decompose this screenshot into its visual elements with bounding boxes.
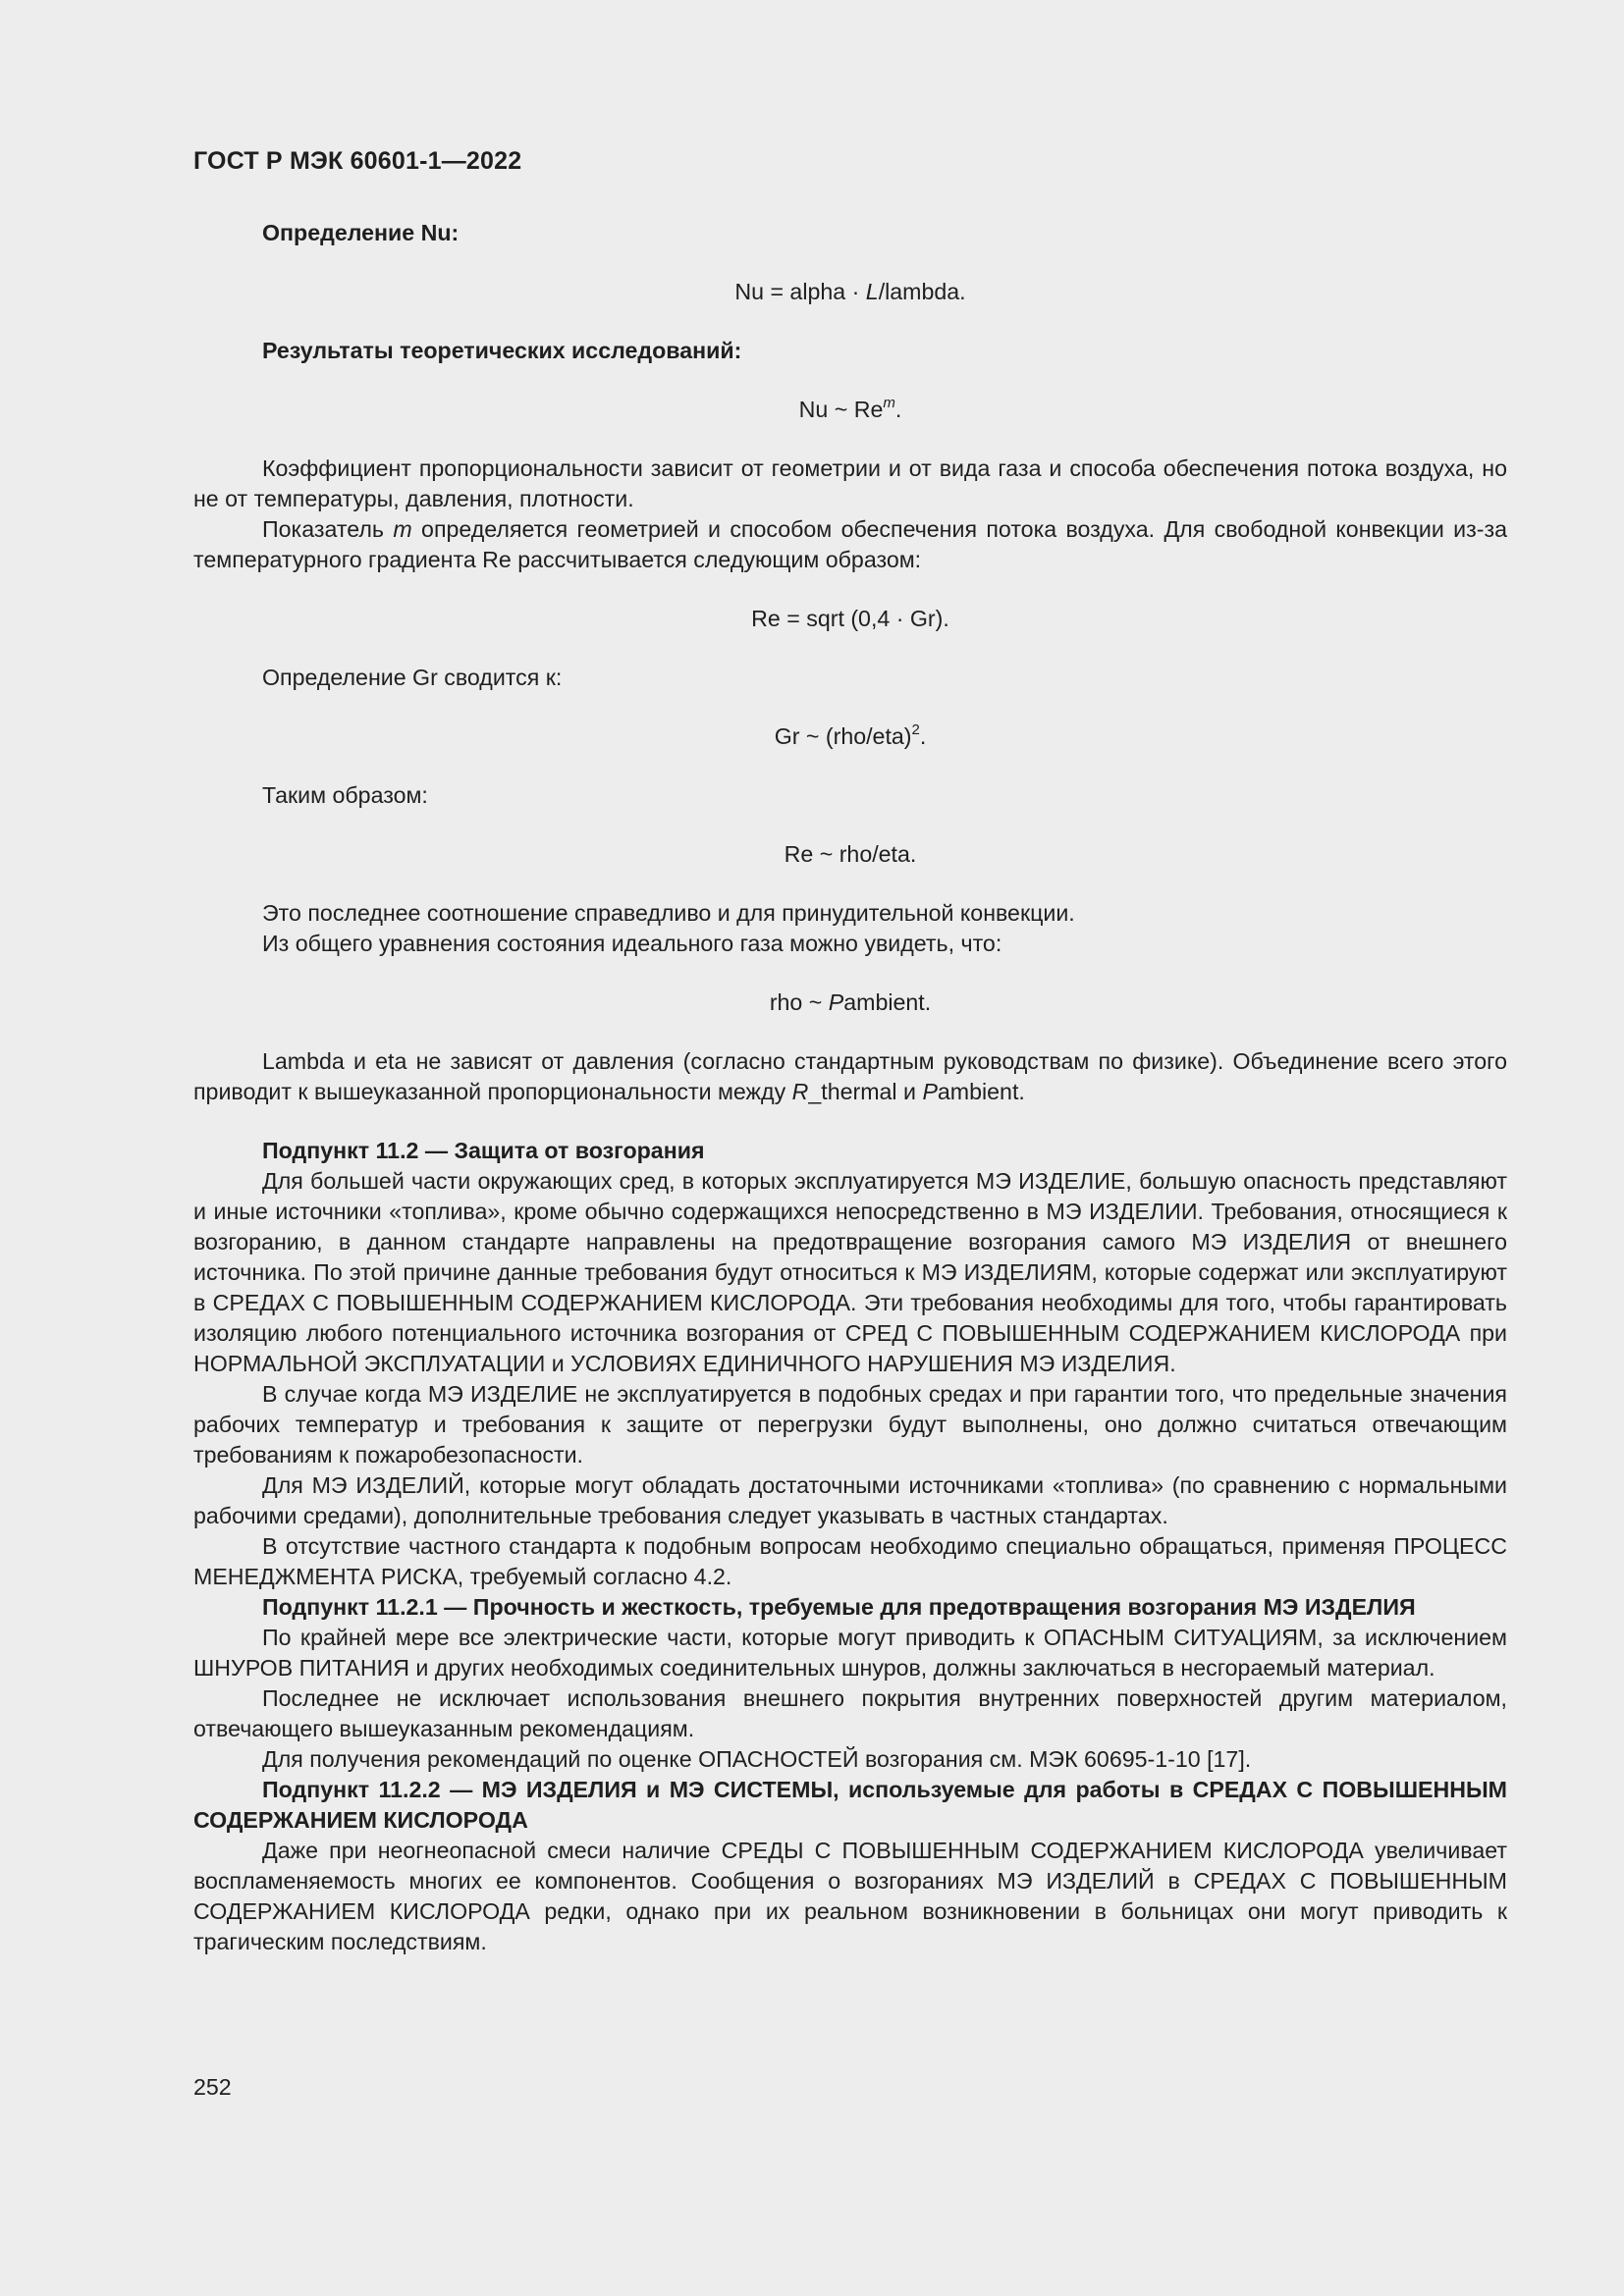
paragraph-forced-convection: Это последнее соотношение справедливо и для принудительной конвекции.: [262, 900, 1075, 926]
section-11-2-paragraph-2: В случае когда МЭ ИЗДЕЛИЕ не эксплуатируется в подобных средах и при гарантии того, что предельные значения рабочих температур и требования к защите от перегрузки будут выполнены, оно должно считаться отвечающим требованиям к пожаробезопасности.: [193, 1381, 1507, 1468]
paragraph-ideal-gas: Из общего уравнения состояния идеального газа можно увидеть, что:: [262, 931, 1002, 956]
gr-definition-label: Определение Gr сводится к:: [262, 665, 563, 690]
nu-definition-label: Определение Nu:: [262, 220, 460, 245]
section-11-2-2-title: Подпункт 11.2.2 — МЭ ИЗДЕЛИЯ и МЭ СИСТЕМЫ, используемые для работы в СРЕДАХ С ПОВЫШЕННЫМ СОДЕРЖАНИЕМ КИСЛОРОДА: [193, 1777, 1507, 1833]
rho-formula: rho ~ Pambient.: [769, 989, 932, 1015]
section-11-2-1-paragraph-2: Последнее не исключает использования внешнего покрытия внутренних поверхностей другим материалом, отвечающего вышеуказанным рекомендациям.: [193, 1685, 1507, 1741]
paragraph-exponent: Показатель m определяется геометрией и способом обеспечения потока воздуха. Для свободной конвекции из-за температурного градиента Re рассчитывается следующим образом:: [193, 516, 1507, 572]
gr-formula: Gr ~ $(rho/eta)^2$.: [774, 721, 927, 749]
section-11-2-paragraph-4: В отсутствие частного стандарта к подобным вопросам необходимо специально обращаться, применяя ПРОЦЕСС МЕНЕДЖМЕНТА РИСКА, требуемый согласно 4.2.: [193, 1533, 1507, 1589]
section-11-2-1-paragraph-3: Для получения рекомендаций по оценке ОПАСНОСТЕЙ возгорания см. МЭК 60695-1-10 [17].: [262, 1746, 1252, 1772]
nu-formula: Nu = alpha · L/lambda.: [734, 279, 966, 304]
section-11-2-paragraph-3: Для МЭ ИЗДЕЛИЙ, которые могут обладать достаточными источниками «топлива» (по сравнению с нормальными рабочими средами), дополнительные требования следует указывать в частных стандартах.: [193, 1472, 1507, 1528]
paragraph-lambda-eta: Lambda и eta не зависят от давления (согласно стандартным руководствам по физике). Объединение всего этого приводит к вышеуказанной пропорциональности между R_thermal и Pambient.: [193, 1048, 1507, 1104]
document-body: [193, 218, 1507, 1957]
theory-results-label: Результаты теоретических исследований:: [262, 338, 742, 363]
section-11-2-1-paragraph-1: По крайней мере все электрические части, которые могут приводить к ОПАСНЫМ СИТУАЦИЯМ, за исключением ШНУРОВ ПИТАНИЯ и других необходимых соединительных шнуров, должны заключаться в несгораемый материал.: [193, 1625, 1507, 1681]
re-rho-formula: Re ~ rho/eta.: [784, 841, 917, 867]
re-formula: Re = sqrt (0,4 · Gr).: [751, 606, 949, 631]
section-11-2-title: Подпункт 11.2 — Защита от возгорания: [262, 1138, 705, 1163]
nu-re-formula: Nu ~ Re$^m$.: [798, 395, 902, 422]
thus-label: Таким образом:: [262, 782, 428, 808]
section-11-2-1-title: Подпункт 11.2.1 — Прочность и жесткость, требуемые для предотвращения возгорания МЭ ИЗДЕЛИЯ: [262, 1594, 1416, 1620]
document-header: ГОСТ Р МЭК 60601-1—2022: [193, 147, 522, 175]
paragraph-coefficient: Коэффициент пропорциональности зависит от геометрии и от вида газа и способа обеспечения потока воздуха, но не от температуры, давления, плотности.: [193, 455, 1507, 511]
page-number: 252: [193, 2074, 232, 2100]
section-11-2-paragraph-1: Для большей части окружающих сред, в которых эксплуатируется МЭ ИЗДЕЛИЕ, большую опасность представляют и иные источники «топлива», кроме обычно содержащихся непосредственно в МЭ ИЗДЕЛИИ. Требования, относящиеся к возгоранию, в данном стандарте направлены на предотвращение возгорания самого МЭ ИЗДЕЛИЯ от внешнего источника. По этой причине данные требования будут относиться к МЭ ИЗДЕЛИЯМ, которые содержат или эксплуатируют в СРЕДАХ С ПОВЫШЕННЫМ СОДЕРЖАНИЕМ КИСЛОРОДА. Эти требования необходимы для того, чтобы гарантировать изоляцию любого потенциального источника возгорания от СРЕД С ПОВЫШЕННЫМ СОДЕРЖАНИЕМ КИСЛОРОДА при НОРМАЛЬНОЙ ЭКСПЛУАТАЦИИ и УСЛОВИЯХ ЕДИНИЧНОГО НАРУШЕНИЯ МЭ ИЗДЕЛИЯ.: [193, 1168, 1507, 1376]
section-11-2-2-paragraph-1: Даже при неогнеопасной смеси наличие СРЕДЫ С ПОВЫШЕННЫМ СОДЕРЖАНИЕМ КИСЛОРОДА увеличивает воспламеняемость многих ее компонентов. Сообщения о возгораниях МЭ ИЗДЕЛИЙ в СРЕДАХ С ПОВЫШЕННЫМ СОДЕРЖАНИЕМ КИСЛОРОДА редки, однако при их реальном возникновении в больницах они могут приводить к трагическим последствиям.: [193, 1838, 1507, 1954]
